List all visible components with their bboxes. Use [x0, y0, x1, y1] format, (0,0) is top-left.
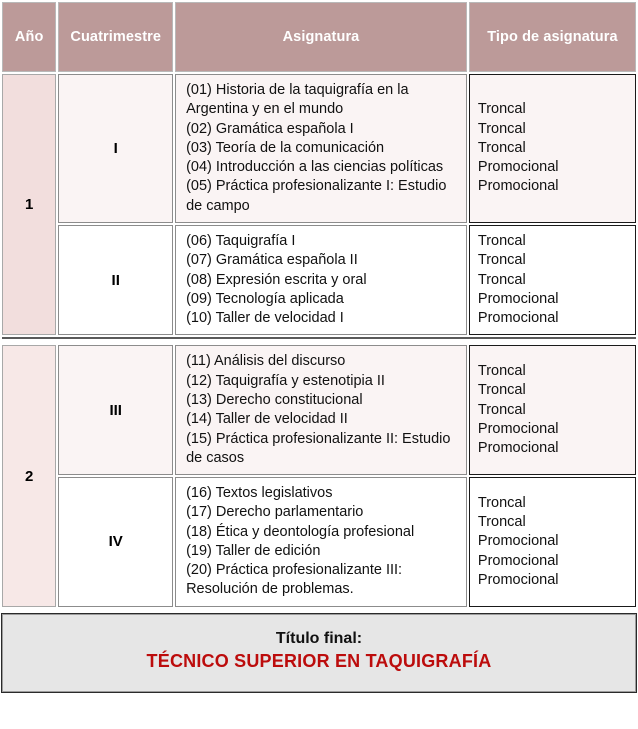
- subject-item: (06) Taquigrafía I: [186, 232, 296, 249]
- subject-item: (15) Práctica profesionalizante II: Estudio de casos: [186, 430, 451, 466]
- subject-item: (01) Historia de la taquigrafía en la Argentina y en el mundo: [186, 82, 409, 118]
- subject-item: (04) Introducción a las ciencias políticas: [186, 159, 444, 176]
- table-row: [2, 74, 636, 223]
- table-header: [2, 2, 636, 72]
- subject-type-item: Troncal: [477, 120, 526, 137]
- year-cell: 1: [2, 74, 56, 335]
- term-cell: II: [58, 225, 173, 335]
- subject-type-item: Troncal: [477, 382, 526, 399]
- subject-type-item: Promocional: [477, 310, 559, 327]
- subject-item: (18) Ética y deontología profesional: [186, 523, 415, 540]
- subject-type-item: Troncal: [477, 363, 526, 380]
- subject-type-item: Troncal: [477, 139, 526, 156]
- column-header-anio: Año: [2, 2, 56, 72]
- subject-item: (17) Derecho parlamentario: [186, 504, 364, 521]
- subject-type-item: Promocional: [477, 571, 559, 588]
- subject-item: (12) Taquigrafía y estenotipia II: [186, 372, 385, 389]
- subject-type-item: Promocional: [477, 420, 559, 437]
- term-cell: IV: [58, 477, 173, 607]
- year-block-separator: [2, 337, 636, 343]
- final-degree-title: TÉCNICO SUPERIOR EN TAQUIGRAFÍA: [146, 651, 492, 672]
- subject-types-cell: [469, 345, 636, 475]
- subject-type-item: Troncal: [477, 252, 526, 269]
- subjects-cell: [175, 477, 467, 607]
- subjects-cell: [175, 345, 467, 475]
- subject-type-item: Promocional: [477, 290, 559, 307]
- subject-types-cell: [469, 225, 636, 335]
- subject-type-item: Troncal: [477, 271, 526, 288]
- subject-types-cell: [469, 74, 636, 223]
- header-row: [2, 2, 636, 72]
- subject-type-item: Promocional: [477, 440, 559, 457]
- table-row: [2, 225, 636, 335]
- subject-item: (19) Taller de edición: [186, 542, 321, 559]
- table-row: [2, 345, 636, 475]
- subject-item: (07) Gramática española II: [186, 252, 358, 269]
- subject-type-item: Troncal: [477, 513, 526, 530]
- subject-item: (20) Práctica profesionalizante III: Resolución de problemas.: [186, 562, 403, 598]
- column-header-cuatrimestre: Cuatrimestre: [58, 2, 173, 72]
- subject-item: (05) Práctica profesionalizante I: Estudio de campo: [186, 178, 447, 214]
- term-cell: I: [58, 74, 173, 223]
- year-cell: 2: [2, 345, 56, 606]
- subject-item: (14) Taller de velocidad II: [186, 411, 348, 428]
- subject-type-item: Troncal: [477, 401, 526, 418]
- subject-type-item: Promocional: [477, 178, 559, 195]
- footer-row: [2, 614, 636, 692]
- subject-item: (09) Tecnología aplicada: [186, 290, 344, 307]
- column-header-asignatura: Asignatura: [175, 2, 467, 72]
- subject-item: (13) Derecho constitucional: [186, 391, 363, 408]
- subject-item: (02) Gramática española I: [186, 120, 354, 137]
- subject-item: (16) Textos legislativos: [186, 485, 333, 502]
- subject-type-item: Promocional: [477, 159, 559, 176]
- subject-item: (10) Taller de velocidad I: [186, 310, 344, 327]
- subject-type-item: Troncal: [477, 232, 526, 249]
- term-cell: III: [58, 345, 173, 475]
- final-degree-label: Título final:: [275, 629, 363, 647]
- subject-types-cell: [469, 477, 636, 607]
- table-row: [2, 477, 636, 607]
- subject-type-item: Troncal: [477, 494, 526, 511]
- subjects-cell: [175, 225, 467, 335]
- column-header-tipo: Tipo de asignatura: [469, 2, 636, 72]
- subject-item: (08) Expresión escrita y oral: [186, 271, 367, 288]
- table-body: [2, 74, 636, 607]
- subject-item: (03) Teoría de la comunicación: [186, 139, 385, 156]
- subject-type-item: Troncal: [477, 101, 526, 118]
- subject-type-item: Promocional: [477, 552, 559, 569]
- subject-item: (11) Análisis del discurso: [186, 353, 346, 370]
- subject-type-item: Promocional: [477, 533, 559, 550]
- subjects-cell: [175, 74, 467, 223]
- final-degree-cell: [2, 614, 636, 692]
- footer-spacer: [2, 609, 636, 612]
- table-footer: [2, 609, 636, 692]
